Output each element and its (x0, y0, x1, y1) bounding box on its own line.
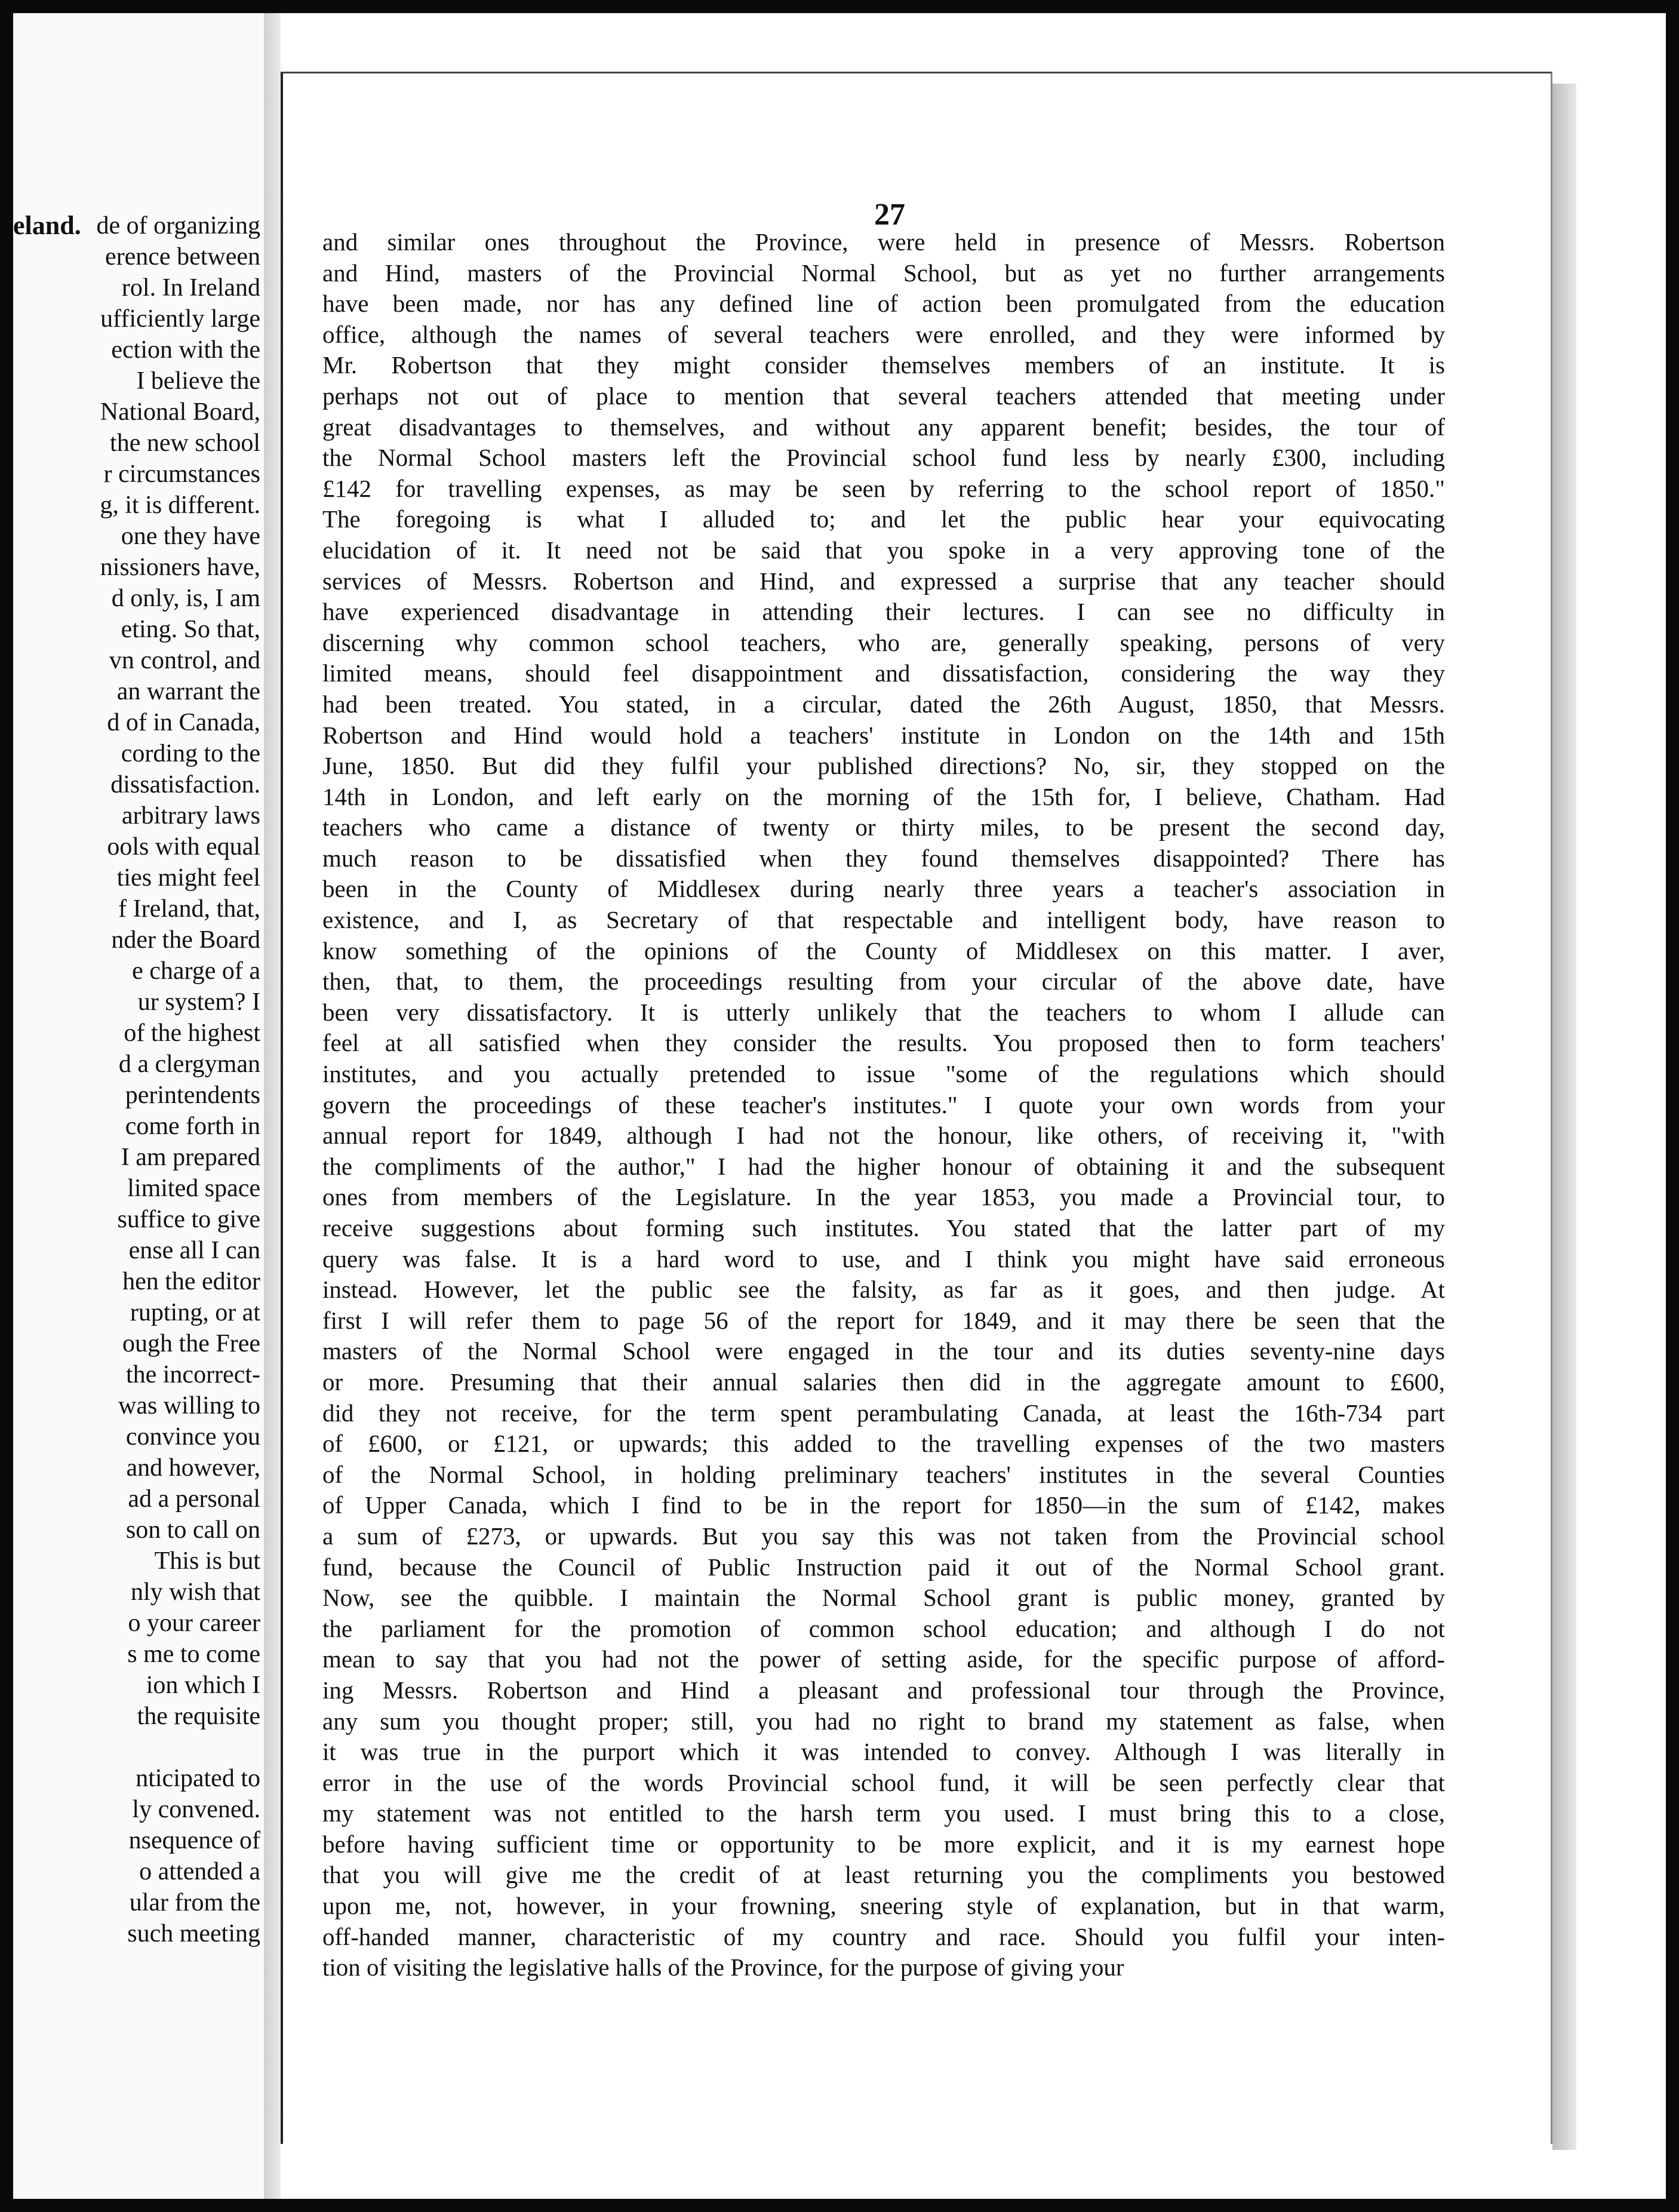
left-page-line: was willing to (118, 1392, 260, 1420)
body-text-line: govern the proceedings of these teacher's institutes." I quote your own words from your (322, 1090, 1445, 1119)
left-page-line: ur system? I (137, 988, 260, 1016)
body-text-line: mean to say that you had not the power of setting aside, for the specific purpose of afford- (322, 1645, 1445, 1673)
body-text-line: of Upper Canada, which I find to be in the report for 1850—in the sum of £142, makes (322, 1491, 1445, 1519)
body-text-line: or more. Presuming that their annual salaries then did in the aggregate amount to £600, (322, 1368, 1445, 1396)
page-body-text (322, 227, 1445, 1983)
body-text-line: have been made, nor has any defined line of action been promulgated from the education (322, 290, 1445, 318)
body-text-line: been in the County of Middlesex during nearly three years a teacher's association in (322, 875, 1445, 903)
body-text-line: receive suggestions about forming such institutes. You stated that the latter part of my (322, 1214, 1445, 1242)
body-text-line: did they not receive, for the term spent perambulating Canada, at least the 16th-734 part (322, 1399, 1445, 1427)
body-text-line: The foregoing is what I alluded to; and let the public hear your equivocating (322, 505, 1445, 533)
left-page-line: nsequence of (128, 1827, 260, 1854)
left-page-line: ad a personal (128, 1485, 260, 1513)
left-page-line: nticipated to (136, 1765, 260, 1792)
body-text-line: first I will refer them to page 56 of the report for 1849, and it may there be seen that the (322, 1306, 1445, 1334)
body-text-line: tion of visiting the legislative halls of the Province, for the purpose of giving your (322, 1953, 1124, 1981)
body-text-line: Mr. Robertson that they might consider themselves members of an institute. It is (322, 351, 1445, 379)
body-text-line: services of Messrs. Robertson and Hind, and expressed a surprise that any teacher should (322, 567, 1445, 595)
left-page-line: nissioners have, (100, 554, 260, 581)
body-text-line: great disadvantages to themselves, and without any apparent benefit; besides, the tour of (322, 413, 1445, 441)
left-page-line: come forth in (125, 1113, 260, 1140)
body-text-line: off-handed manner, characteristic of my country and race. Should you fulfil your inten- (322, 1922, 1445, 1950)
left-page-line: ough the Free (122, 1330, 260, 1357)
body-text-line: of the Normal School, in holding preliminary teachers' institutes in the several Counties (322, 1460, 1445, 1488)
left-page-line: vn control, and (109, 647, 260, 674)
left-page-line: s me to come (127, 1640, 260, 1668)
body-text-line: ing Messrs. Robertson and Hind a pleasant and professional tour through the Province, (322, 1676, 1445, 1704)
body-text-line: limited means, should feel disappointment and dissatisfaction, considering the way they (322, 659, 1445, 687)
body-text-line: before having sufficient time or opportunity to be more explicit, and it is my earnest hope (322, 1830, 1445, 1858)
left-page-line: This is but (154, 1547, 260, 1575)
left-page-line: rupting, or at (130, 1299, 260, 1326)
left-page-line: limited space (127, 1175, 260, 1202)
body-text-line: teachers who came a distance of twenty or thirty miles, to be present the second day, (322, 813, 1445, 841)
left-page-line: convince you (125, 1423, 260, 1451)
body-text-line: then, that, to them, the proceedings resulting from your circular of the above date, have (322, 967, 1445, 996)
left-page-line: eting. So that, (121, 616, 260, 643)
body-text-line: institutes, and you actually pretended to issue "some of the regulations which should (322, 1060, 1445, 1088)
left-page-line: ties might feel (116, 864, 260, 892)
left-page-line: nly wish that (131, 1578, 260, 1606)
body-text-line: it was true in the purport which it was intended to convey. Although I was literally in (322, 1738, 1445, 1766)
page-number: 27 (874, 198, 905, 232)
left-page-line: hen the editor (122, 1268, 260, 1295)
left-page-line: the incorrect- (125, 1361, 260, 1388)
body-text-line: that you will give me the credit of at least returning you the compliments you bestowed (322, 1861, 1445, 1889)
left-page-line: ular from the (129, 1889, 260, 1916)
body-text-line: 14th in London, and left early on the morning of the 15th for, I believe, Chatham. Had (322, 782, 1445, 810)
body-text-line: had been treated. You stated, in a circular, dated the 26th August, 1850, that Messrs. (322, 690, 1445, 718)
body-text-line: of £600, or £121, or upwards; this added to the travelling expenses of the two masters (322, 1430, 1445, 1458)
left-page-line: ion which I (146, 1672, 260, 1699)
body-text-line: and similar ones throughout the Province, were held in presence of Messrs. Robertson (322, 228, 1445, 256)
left-page-line: r circumstances (103, 460, 260, 488)
left-page-line: d of in Canada, (107, 709, 260, 736)
left-page-line: suffice to give (117, 1206, 260, 1233)
left-page-line: I believe the (136, 367, 260, 395)
body-text-line: any sum you thought proper; still, you had no right to brand my statement as false, when (322, 1707, 1445, 1735)
left-page-line: the requisite (137, 1703, 260, 1730)
left-page-line: such meeting (127, 1920, 260, 1947)
left-facing-page (13, 13, 269, 2199)
body-text-line: June, 1850. But did they fulfil your published directions? No, sir, they stopped on the (322, 752, 1445, 780)
body-text-line: a sum of £273, or upwards. But you say this was not taken from the Provincial school (322, 1522, 1445, 1550)
body-text-line: Robertson and Hind would hold a teachers' institute in London on the 14th and 15th (322, 721, 1445, 749)
left-page-line: National Board, (100, 398, 260, 426)
left-page-line: erence between (105, 243, 260, 271)
left-page-line: one they have (121, 523, 260, 550)
body-text-line: existence, and I, as Secretary of that respectable and intelligent body, have reason to (322, 906, 1445, 934)
body-text-line: know something of the opinions of the County of Middlesex on this matter. I aver, (322, 936, 1445, 964)
left-page-line: ufficiently large (100, 305, 260, 333)
body-text-line: office, although the names of several teachers were enrolled, and they were informed by (322, 320, 1445, 348)
body-text-line: fund, because the Council of Public Instruction paid it out of the Normal School grant. (322, 1553, 1445, 1581)
body-text-line: query was false. It is a hard word to use, and I think you might have said erroneous (322, 1245, 1445, 1273)
left-page-line: o attended a (139, 1858, 260, 1885)
left-page-line: d a clergyman (118, 1050, 260, 1078)
left-page-line: dissatisfaction. (110, 771, 260, 798)
left-page-line: of the highest (124, 1019, 260, 1047)
left-page-line: and however, (126, 1454, 260, 1482)
left-page-line: ly convened. (132, 1796, 260, 1823)
left-page-line: perintendents (125, 1082, 260, 1109)
body-text-line: masters of the Normal School were engaged in the tour and its duties seventy-nine days (322, 1337, 1445, 1365)
body-text-line: annual report for 1849, although I had not the honour, like others, of receiving it, "with (322, 1122, 1445, 1150)
left-page-line: e charge of a (132, 957, 260, 985)
body-text-line: feel at all satisfied when they consider the results. You proposed then to form teachers' (322, 1029, 1445, 1057)
left-page-line: I am prepared (121, 1144, 260, 1171)
left-page-line: nder the Board (111, 926, 260, 954)
body-text-line: error in the use of the words Provincial school fund, it will be seen perfectly clear that (322, 1768, 1445, 1796)
left-page-line: cording to the (121, 740, 260, 767)
body-text-line: the compliments of the author," I had the higher honour of obtaining it and the subsequent (322, 1152, 1445, 1180)
body-text-line: the Normal School masters left the Provincial school fund less by nearly £300, including (322, 444, 1445, 472)
left-page-line (13, 1732, 260, 1763)
left-page-line: son to call on (125, 1516, 260, 1544)
body-text-line: have experienced disadvantage in attending their lectures. I can see no difficulty in (322, 598, 1445, 626)
body-text-line: instead. However, let the public see the falsity, as far as it goes, and then judge. At (322, 1276, 1445, 1304)
left-page-line: g, it is different. (100, 491, 260, 519)
left-page-line: ense all I can (128, 1237, 260, 1264)
book-gutter (264, 13, 281, 2199)
left-page-line: arbitrary laws (121, 802, 260, 830)
left-page-text (13, 210, 260, 1949)
body-text-line: discerning why common school teachers, who are, generally speaking, persons of very (322, 628, 1445, 656)
body-text-line: my statement was not entitled to the harsh term you used. I must bring this to a close, (322, 1799, 1445, 1827)
left-page-line: an warrant the (116, 678, 260, 705)
left-page-line: o your career (128, 1609, 260, 1637)
left-page-line: ection with the (111, 336, 260, 364)
left-page-line: rol. In Ireland (121, 274, 260, 302)
left-page-line: the new school (110, 429, 260, 457)
left-page-line: f Ireland, that, (118, 895, 260, 923)
left-page-line: de of organizing (96, 212, 260, 239)
body-text-line: ones from members of the Legislature. In the year 1853, you made a Provincial tour, to (322, 1183, 1445, 1211)
left-page-header: eland. (13, 211, 81, 240)
left-page-line: d only, is, I am (111, 585, 260, 612)
page-edge-shadow (1552, 84, 1576, 2150)
body-text-line: perhaps not out of place to mention that several teachers attended that meeting under (322, 382, 1445, 410)
body-text-line: Now, see the quibble. I maintain the Normal School grant is public money, granted by (322, 1584, 1445, 1612)
body-text-line: and Hind, masters of the Provincial Normal School, but as yet no further arrangements (322, 259, 1445, 287)
body-text-line: £142 for travelling expenses, as may be seen by referring to the school report of 1850." (322, 474, 1445, 502)
body-text-line: upon me, not, however, in your frowning, sneering style of explanation, but in that warm, (322, 1892, 1445, 1920)
body-text-line: been very dissatisfactory. It is utterly unlikely that the teachers to whom I allude can (322, 998, 1445, 1026)
left-page-line: ools with equal (107, 833, 260, 861)
body-text-line: elucidation of it. It need not be said that you spoke in a very approving tone of the (322, 536, 1445, 564)
body-text-line: the parliament for the promotion of common school education; and although I do not (322, 1614, 1445, 1642)
body-text-line: much reason to be dissatisfied when they found themselves disappointed? There has (322, 844, 1445, 872)
